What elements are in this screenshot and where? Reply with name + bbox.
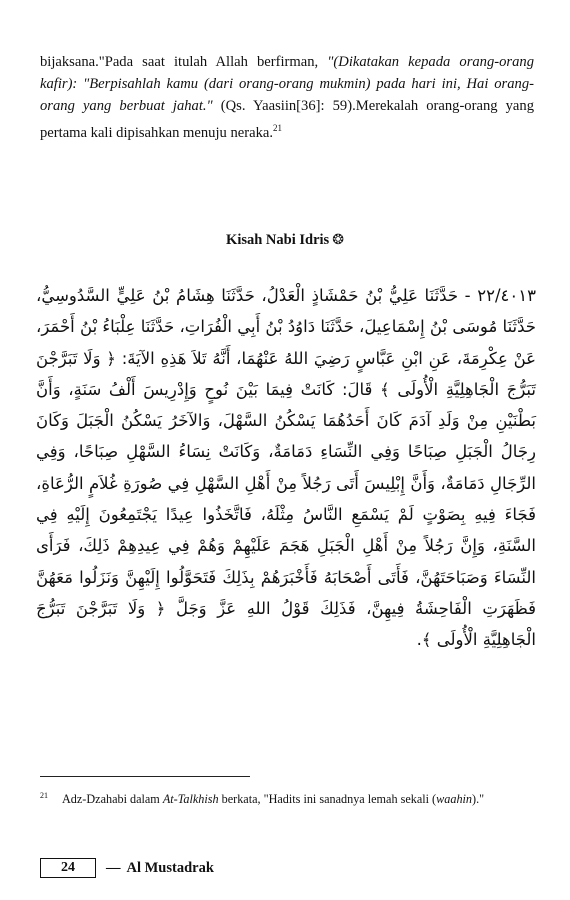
footnote-term: waahin bbox=[436, 792, 473, 807]
page-footer bbox=[40, 858, 214, 878]
footer-book-title: Al Mustadrak bbox=[126, 859, 214, 876]
footnote-reference[interactable]: 21 bbox=[273, 122, 283, 133]
honorific-icon: ❂ bbox=[332, 233, 344, 248]
footnote-text-end: )." bbox=[472, 792, 485, 807]
intro-text-end: (Qs. Yaasiin[36]: 59).Merekalah orang-orang yang pertama kali dipisahkan menuju neraka. bbox=[40, 97, 534, 141]
footnote-book-title: At-Talkhish bbox=[162, 792, 219, 807]
intro-quran-quote: "(Dikatakan kepada orang-orang kafir): "Berpisahlah kamu (dari orang-orang mukmin) pada hari ini, Hai orang-orang yang berbuat jahat." bbox=[40, 53, 535, 114]
section-heading bbox=[0, 232, 570, 249]
page-number: 24 bbox=[40, 858, 96, 878]
footnote-divider bbox=[40, 776, 250, 777]
heading-title: Kisah Nabi Idris bbox=[226, 232, 330, 248]
footnote-number: 21 bbox=[40, 791, 48, 800]
footer-dash: — bbox=[106, 859, 121, 876]
arabic-hadith-text: ٢٢/٤٠١٣ - حَدَّثَنَا عَلِيُّ بْنُ حَمْشَاذٍ الْعَدْلُ، حَدَّثَنَا هِشَامُ بْنُ عَلِيٍّ السَّدُوسِيُّ، حَدَّثَنَا مُوسَى بْنُ إِسْمَاعِيلَ، حَدَّثَنَا دَاوُدُ بْنُ أَبِي الْفُرَاتِ، حَدَّثَنَا عِلْبَاءُ بْنُ أَحْمَرَ، عَنْ عِكْرِمَةَ، عَنِ ابْنِ عَبَّاسٍ رَضِيَ اللهُ عَنْهُمَا، أَنَّهُ تَلاَ هَذِهِ الآيَةَ: ﴿ وَلَا تَبَرَّجْنَ تَبَرُّجَ الْجَاهِلِيَّةِ الْأُولَى ﴾ قَالَ: كَانَتْ فِيمَا بَيْنَ نُوحٍ وَإِدْرِيسَ أَلْفُ سَنَةٍ، وَأَنَّ بَطْنَيْنِ مِنْ وَلَدِ آدَمَ كَانَ أَحَدُهُمَا يَسْكُنُ السَّهْلَ، وَالآخَرُ يَسْكُنُ الْجَبَلَ وَكَانَ رِجَالُ الْجَبَلِ صِبَاحًا وَفِي النِّسَاءِ دَمَامَةٌ، وَكَانَتْ نِسَاءُ السَّهْلِ صِبَاحًا، وَفِي الرِّجَالِ دَمَامَةٌ، وَأَنَّ إِبْلِيسَ أَتَى رَجُلاً مِنْ أَهْلِ السَّهْلِ فِي صُورَةِ غُلاَمٍ الرُّعَاةِ، فَجَاءَ فِيهِ بِصَوْتٍ لَمْ يَسْمَعِ النَّاسُ مِثْلَهُ، فَاتَّخَذُوا عِيدًا يَجْتَمِعُونَ إِلَيْهِ فِي السَّنَةِ، وَإِنَّ رَجُلاً مِنْ أَهْلِ الْجَبَلِ هَجَمَ عَلَيْهِمْ وَهُمْ فِي عِيدِهِمْ ذَلِكَ، فَرَأَى النِّسَاءَ وَصَبَاحَتَهُنَّ، فَأَتَى أَصْحَابَهُ فَأَخْبَرَهُمْ بِذَلِكَ فَتَحَوَّلُوا إِلَيْهِنَّ وَنَزَلُوا مَعَهُنَّ فَظَهَرَتِ الْفَاحِشَةُ فِيهِنَّ، فَذَلِكَ قَوْلُ اللهِ عَزَّ وَجَلَّ ﴿ وَلَا تَبَرَّجْنَ تَبَرُّجَ الْجَاهِلِيَّةِ الْأُولَى ﴾. bbox=[36, 286, 536, 650]
footnote-text: Adz-Dzahabi dalam bbox=[62, 792, 163, 807]
footnote-text-mid: berkata, "Hadits ini sanadnya lemah sekali ( bbox=[218, 792, 437, 807]
intro-paragraph bbox=[40, 51, 534, 144]
footnote bbox=[40, 787, 534, 808]
intro-text: bijaksana."Pada saat itulah Allah berfirman, bbox=[40, 53, 328, 70]
